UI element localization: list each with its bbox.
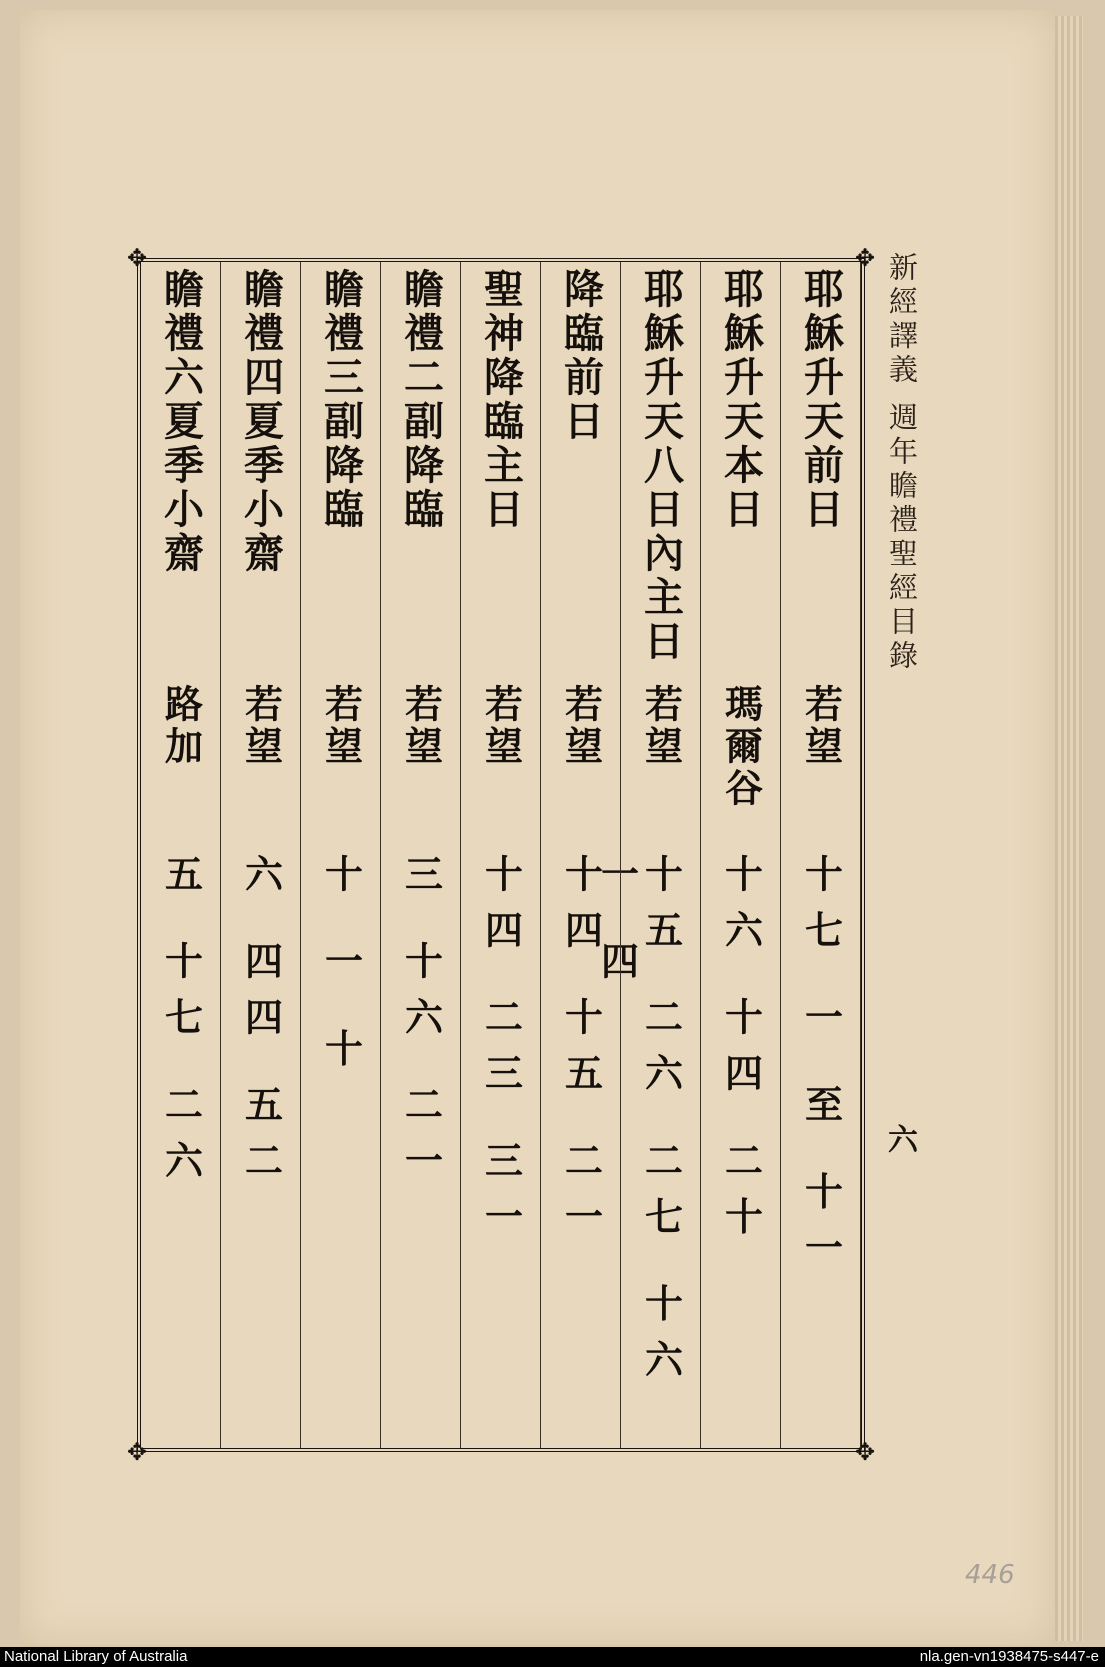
table-row (541, 262, 621, 1448)
gospel-book: 若望 (478, 684, 524, 768)
corner-ornament-icon: ✥ (126, 244, 148, 272)
gospel-book: 路加 (158, 684, 204, 768)
table-row (594, 262, 701, 1448)
pencil-page-note: 446 (965, 1560, 1015, 1590)
table-row (781, 262, 861, 1448)
chapter-verse: 十 一 十 (318, 854, 364, 1085)
gospel-book: 若望 (798, 684, 844, 768)
gospel-book: 若望 (238, 684, 284, 768)
footer-credit: National Library of Australia (4, 1648, 188, 1665)
feast-title: 耶穌升天八日內主日 (637, 268, 685, 664)
chapter-verse: 六 四四 五二 (238, 854, 284, 1197)
chapter-verse: 五 十七 二六 (158, 854, 204, 1197)
corner-ornament-icon: ✥ (854, 1438, 876, 1466)
page-number: 六 (888, 1123, 918, 1158)
chapter-verse: 十六 十四 二十 (718, 854, 764, 1253)
gospel-book: 若望 (318, 684, 364, 768)
table-row (141, 262, 221, 1448)
corner-ornament-icon: ✥ (854, 244, 876, 272)
feast-title: 瞻禮四夏季小齋 (237, 268, 285, 576)
feast-title: 耶穌升天本日 (717, 268, 765, 532)
page-edges (1055, 16, 1083, 1641)
chapter-verse: 三 十六 二一 (398, 854, 444, 1197)
feast-title: 瞻禮三副降臨 (317, 268, 365, 532)
feast-title: 聖神降臨主日 (477, 268, 525, 532)
corner-ornament-icon: ✥ (126, 1438, 148, 1466)
feast-title: 瞻禮六夏季小齋 (157, 268, 205, 576)
table-row (461, 262, 541, 1448)
feast-title: 降臨前日 (557, 268, 605, 444)
gospel-book: 若望 (398, 684, 444, 768)
table-row (381, 262, 461, 1448)
table-row (221, 262, 301, 1448)
feast-title: 耶穌升天前日 (797, 268, 845, 532)
gospel-book: 若望 (638, 684, 684, 768)
footer-bar (0, 1647, 1105, 1667)
chapter-verse: 十四 十五 二一 (558, 854, 604, 1253)
chapter-verse: 十四 二三 三一 (478, 854, 524, 1253)
running-header: 新經譯義 週年瞻禮聖經目錄 (885, 252, 919, 675)
chapter-verse: 十五 二六 二七 十六 一 四 (594, 854, 684, 1396)
table-row (701, 262, 781, 1448)
gospel-book: 瑪爾谷 (718, 684, 764, 810)
table-row (301, 262, 381, 1448)
gospel-book: 若望 (558, 684, 604, 768)
feast-title: 瞻禮二副降臨 (397, 268, 445, 532)
chapter-verse: 十七 一 至 十一 (798, 854, 844, 1284)
footer-identifier: nla.gen-vn1938475-s447-e (919, 1648, 1099, 1665)
